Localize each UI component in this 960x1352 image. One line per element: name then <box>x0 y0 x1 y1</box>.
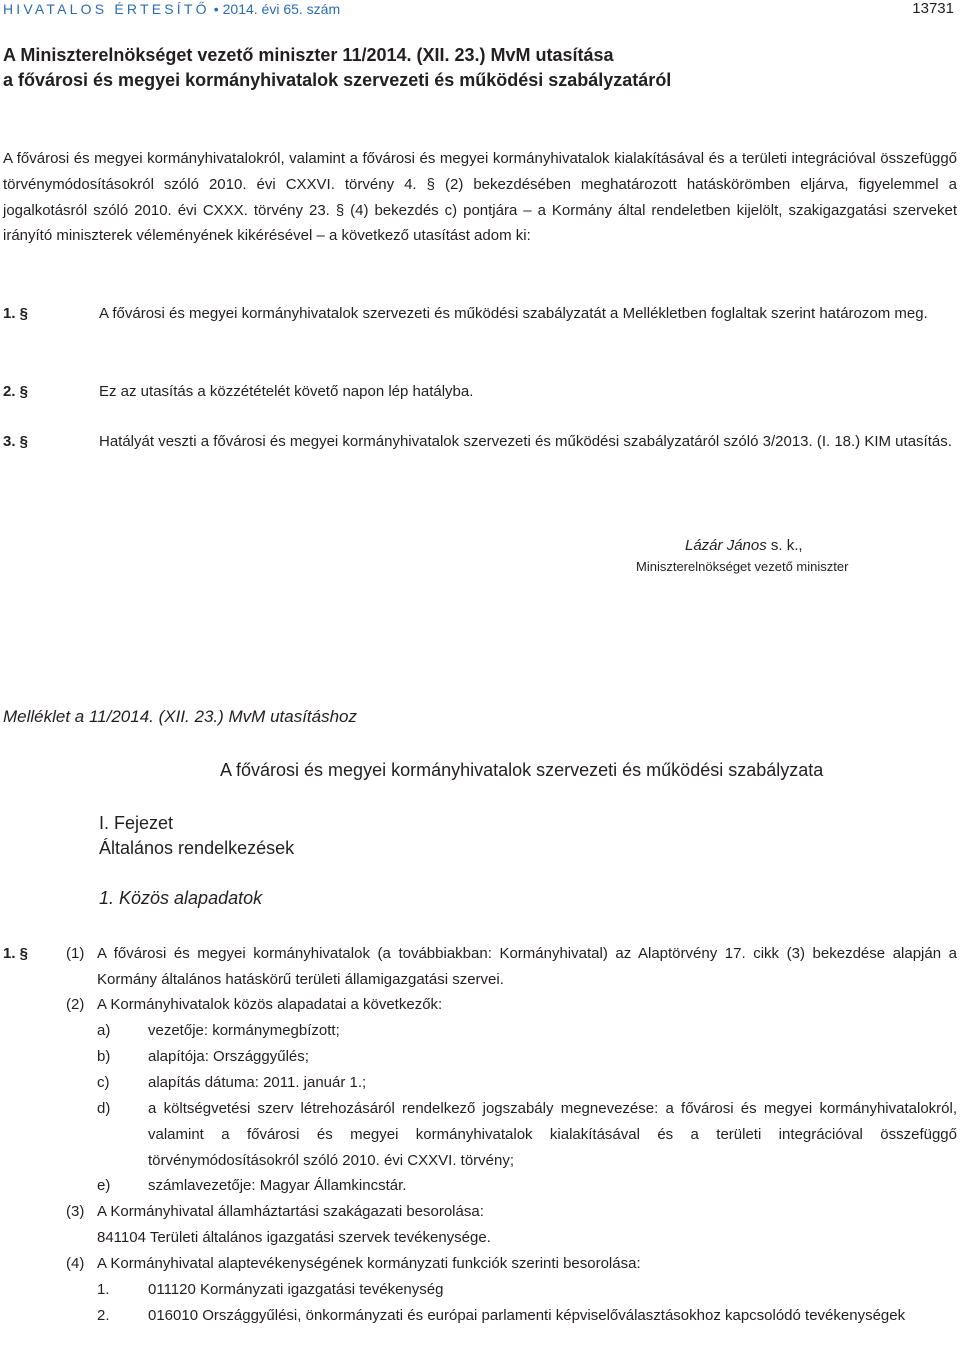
section-3-text: Hatályát veszti a fővárosi és megyei kormányhivatalok szervezeti és működési szabályzatáról szóló 3/2013. (I. 18.) KIM utasítás. <box>99 433 952 450</box>
item-e-text: számlavezetője: Magyar Államkincstár. <box>148 1177 407 1194</box>
paragraph-3-number: (3) <box>66 1203 85 1220</box>
section-1-number: 1. § <box>3 305 29 322</box>
paragraph-3-value: 841104 Területi általános igazgatási szervek tevékenysége. <box>97 1229 491 1246</box>
paragraph-4-number: (4) <box>66 1255 85 1272</box>
rules-title: A fővárosi és megyei kormányhivatalok szervezeti és működési szabályzata <box>220 760 824 780</box>
item-a-letter: a) <box>97 1022 111 1039</box>
header-separator: • <box>213 1 219 17</box>
item-c-letter: c) <box>97 1074 110 1091</box>
section-1-text: A fővárosi és megyei kormányhivatalok szervezeti és működési szabályzatát a Mellékletben foglaltak szerint határozom meg. <box>99 305 928 322</box>
paragraph-1-text: A fővárosi és megyei kormányhivatalok (a továbbiakban: Kormányhivatal) az Alaptörvény 17. cikk (3) bekezdése alapján a Kormány általános hatáskörű területi államigazgatási szervei. <box>97 945 957 988</box>
chapter-title: Általános rendelkezések <box>99 838 295 858</box>
function-1-text: 011120 Kormányzati igazgatási tevékenység <box>148 1281 444 1298</box>
page-number: 13731 <box>912 0 954 17</box>
running-header <box>3 0 340 18</box>
section-2-number: 2. § <box>3 383 29 400</box>
section-3-number: 3. § <box>3 433 29 450</box>
section-2-text: Ez az utasítás a közzétételét követő napon lép hatályba. <box>99 383 474 400</box>
item-d-letter: d) <box>97 1100 111 1117</box>
annex-section-1-number: 1. § <box>3 945 29 962</box>
item-b-letter: b) <box>97 1048 111 1065</box>
item-c-text: alapítás dátuma: 2011. január 1.; <box>148 1074 367 1091</box>
function-2-number: 2. <box>97 1307 110 1324</box>
signatory-title: Miniszterelnökséget vezető miniszter <box>636 559 849 574</box>
annex-heading: Melléklet a 11/2014. (XII. 23.) MvM utasításhoz <box>3 707 358 726</box>
paragraph-2-text: A Kormányhivatalok közös alapadatai a következők: <box>97 996 443 1013</box>
signatory-suffix: s. k., <box>766 537 803 554</box>
item-d-text: a költségvetési szerv létrehozásáról rendelkező jogszabály megnevezése: a fővárosi és megyei kormányhivatalokról, valamint a fővárosi és megyei kormányhivatalok kialakításával és a területi integrációval összefüggő törvénymódosításokról szóló 2010. évi CXXVI. törvény; <box>148 1100 957 1169</box>
paragraph-2-number: (2) <box>66 996 85 1013</box>
item-e-letter: e) <box>97 1177 111 1194</box>
document-title <box>3 43 671 93</box>
signatory <box>685 536 803 556</box>
title-line-1: A Miniszterelnökséget vezető miniszter 11/2014. (XII. 23.) MvM utasítása <box>3 45 614 65</box>
publication-name: HIVATALOS ÉRTESÍTŐ <box>3 1 210 17</box>
paragraph-3-text: A Kormányhivatal államháztartási szakágazati besorolása: <box>97 1203 484 1220</box>
chapter-number: I. Fejezet <box>99 813 174 833</box>
item-a-text: vezetője: kormánymegbízott; <box>148 1022 340 1039</box>
paragraph-1-number: (1) <box>66 945 85 962</box>
signatory-name: Lázár János <box>685 537 767 554</box>
function-2-text: 016010 Országgyűlési, önkormányzati és európai parlamenti képviselőválasztásokhoz kapcsolódó tevékenységek <box>148 1307 906 1324</box>
item-b-text: alapítója: Országgyűlés; <box>148 1048 309 1065</box>
title-line-2: a fővárosi és megyei kormányhivatalok szervezeti és működési szabályzatáról <box>3 70 672 90</box>
paragraph-4-text: A Kormányhivatal alaptevékenységének kormányzati funkciók szerinti besorolása: <box>97 1255 641 1272</box>
function-1-number: 1. <box>97 1281 110 1298</box>
issue-label: 2014. évi 65. szám <box>222 1 341 17</box>
subsection-title: 1. Közös alapadatok <box>99 888 263 908</box>
preamble: A fővárosi és megyei kormányhivatalokról, valamint a fővárosi és megyei kormányhivatalok kialakításával és a területi integrációval összefüggő törvénymódosításokról szóló 2010. évi CXXVI. törvény 4. § (2) bekezdésében meghatározott hatáskörömben eljárva, figyelemmel a jogalkotásról szóló 2010. évi CXXX. törvény 23. § (4) bekezdés c) pontjára – a Kormány által rendeletben kijelölt, szakigazgatási szerveket irányító miniszterek véleményének kikérésével – a következő utasítást adom ki: <box>3 150 957 245</box>
